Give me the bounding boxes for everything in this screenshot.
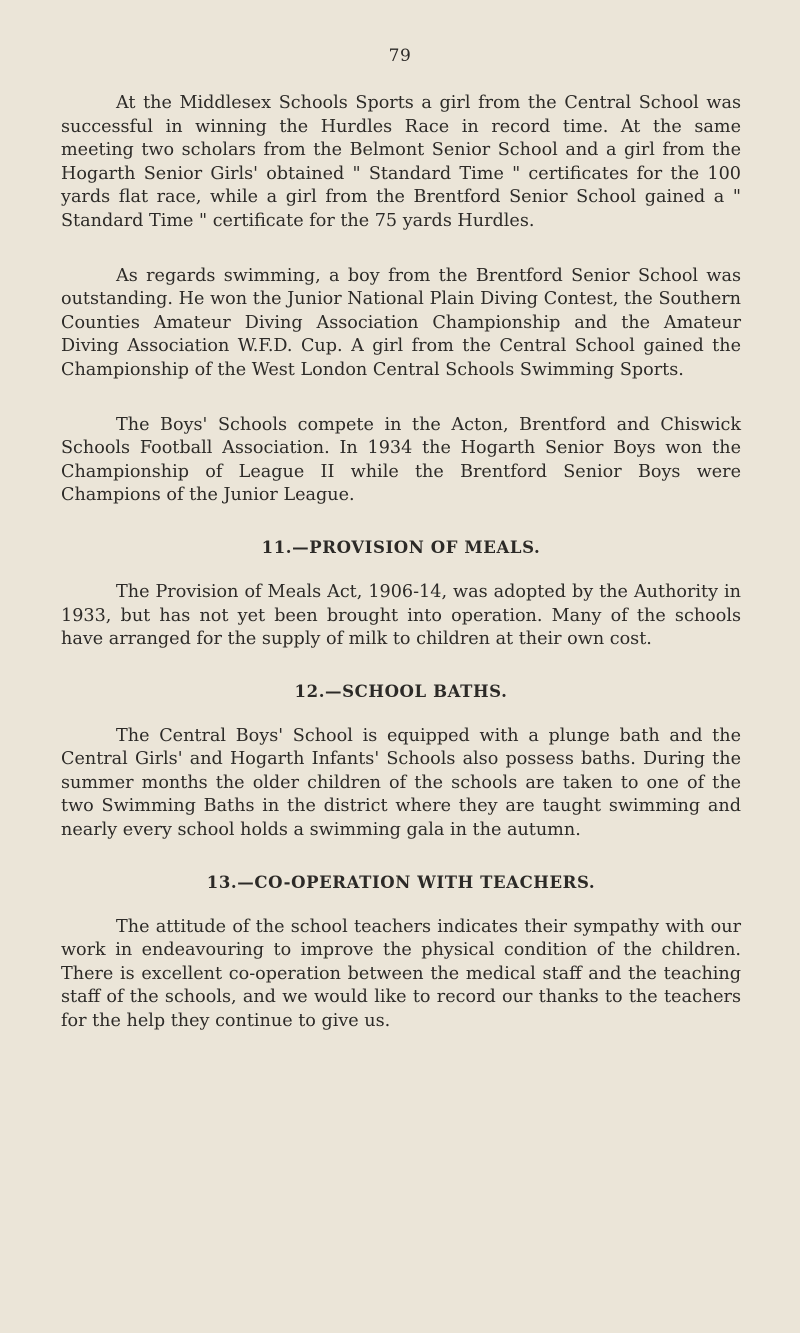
paragraph-football: The Boys' Schools compete in the Acton, Brentford and Chiswick Schools Football Association. In 1934 the Hogarth Senior Boys won the Championship of League II while the Brentford Senior Boys were Champions of the Junior League. [61,414,741,506]
section-heading-teachers: 13.—CO-OPERATION WITH TEACHERS. [206,872,596,892]
paragraph-sports: At the Middlesex Schools Sports a girl from the Central School was successful in winning the Hurdles Race in record time. At the same meeting two scholars from the Belmont Senior School and a girl from the Hogarth Senior Girls' obtained " Standard Time " certificates for the 100 yards flat race, while a girl from the Brentford Senior School gained a " Standard Time " certificate for the 75 yards Hurdles. [61,93,741,231]
page-body [61,92,741,1034]
section-text-baths: The Central Boys' School is equipped with a plunge bath and the Central Girls' and Hogarth Infants' Schools also possess baths. During the summer months the older children of the schools are taken to one of the two Swimming Baths in the district where they are taught swimming and nearly every school holds a swimming gala in the autumn. [61,725,741,841]
section-text-meals: The Provision of Meals Act, 1906-14, was adopted by the Authority in 1933, but has not yet been brought into operation. Many of the schools have arranged for the supply of milk to children at their own cost. [61,581,741,650]
section-heading-baths: 12.—SCHOOL BATHS. [294,681,508,701]
section-heading-meals: 11.—PROVISION OF MEALS. [261,537,541,557]
section-text-teachers: The attitude of the school teachers indicates their sympathy with our work in endeavouring to improve the physical condition of the children. There is excellent co-operation between the medical staff and the teaching staff of the schools, and we would like to record our thanks to the teachers for the help they continue to give us. [61,916,741,1032]
paragraph-swimming: As regards swimming, a boy from the Brentford Senior School was outstanding. He won the Junior National Plain Diving Contest, the Southern Counties Amateur Diving Association Championship and the Amateur Diving Association W.F.D. Cup. A girl from the Central School gained the Championship of the West London Central Schools Swimming Sports. [61,265,741,380]
page-number: 79 [388,46,412,66]
